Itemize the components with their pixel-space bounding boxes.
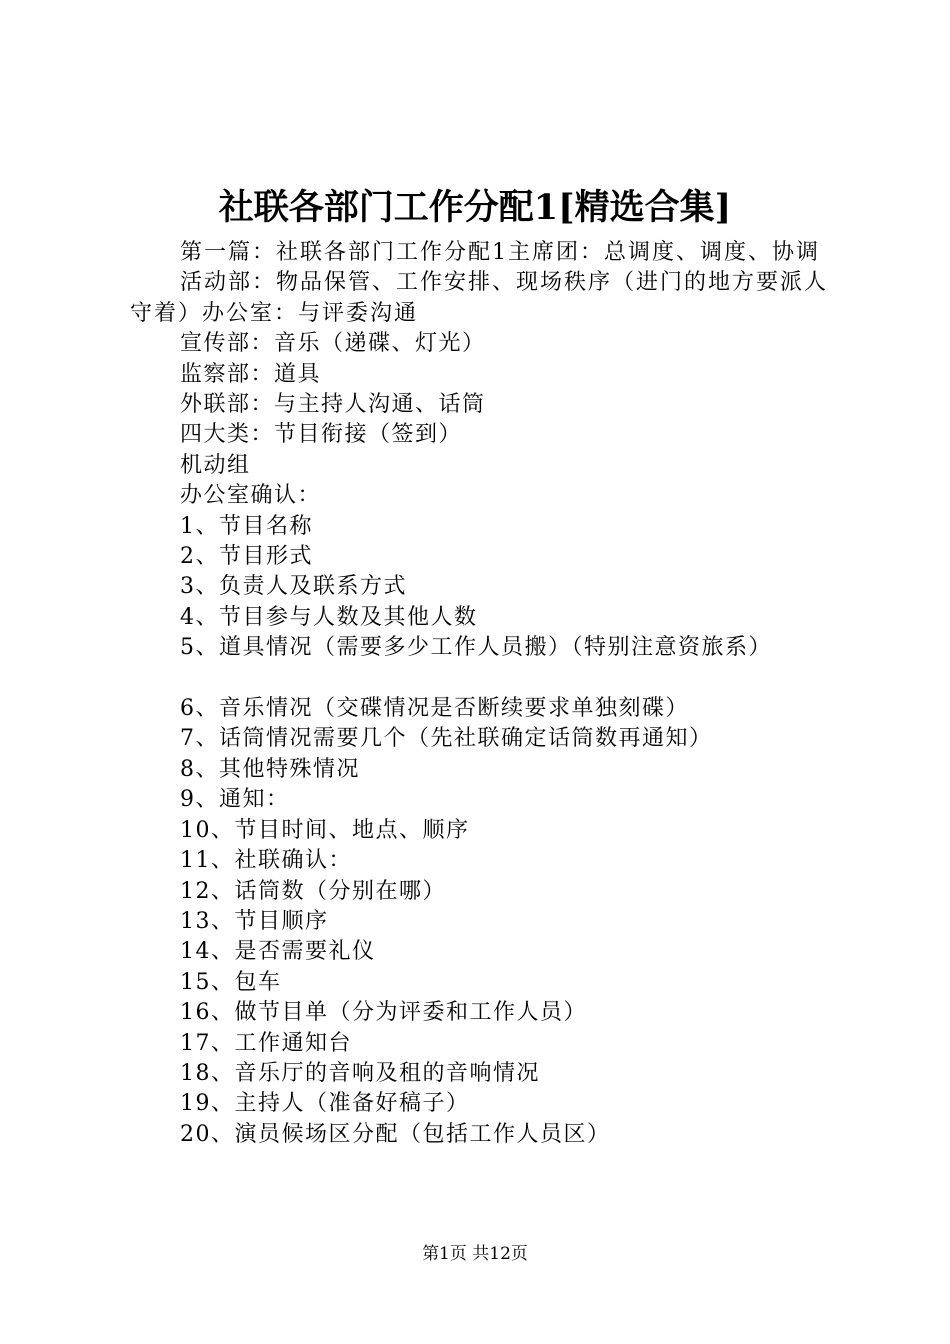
page-footer: 第1页 共12页 <box>422 1244 528 1264</box>
list-item: 18、音乐厅的音响及租的音响情况 <box>180 1060 540 1086</box>
list-item: 8、其他特殊情况 <box>180 756 360 782</box>
list-item: 11、社联确认： <box>180 848 352 874</box>
list-item: 17、工作通知台 <box>180 1030 352 1056</box>
list-item: 1、节目名称 <box>180 513 313 539</box>
list-item: 13、节目顺序 <box>180 908 329 934</box>
list-item: 6、音乐情况（交碟情况是否断续要求单独刻碟） <box>180 696 689 722</box>
list-item: 15、包车 <box>180 969 282 995</box>
blank-line <box>130 664 832 694</box>
paragraph-first: 第一篇：社联各部门工作分配1主席团：总调度、调度、协调 <box>180 240 820 265</box>
list-item: 14、是否需要礼仪 <box>180 939 376 965</box>
list-item: 20、演员候场区分配（包括工作人员区） <box>180 1121 611 1147</box>
text-line: 机动组 <box>180 452 251 478</box>
list-item: 2、节目形式 <box>180 544 313 570</box>
document-title: 社联各部门工作分配1[精选合集] <box>218 187 732 228</box>
document-body <box>130 238 832 1150</box>
list-item: 16、做节目单（分为评委和工作人员） <box>180 1000 587 1026</box>
text-line: 宣传部：音乐（递碟、灯光） <box>180 331 486 357</box>
paragraph-activity-dept: 活动部：物品保管、工作安排、现场秩序（进门的地方要派人守着）办公室：与评委沟通 <box>130 270 829 326</box>
text-line: 外联部：与主持人沟通、话筒 <box>180 392 486 418</box>
list-item: 19、主持人（准备好稿子） <box>180 1091 470 1117</box>
list-item: 4、节目参与人数及其他人数 <box>180 604 478 630</box>
list-item: 5、道具情况（需要多少工作人员搬）（特别注意资旅系） <box>180 635 772 661</box>
list-item: 10、节目时间、地点、顺序 <box>180 817 470 843</box>
list-item: 3、负责人及联系方式 <box>180 574 407 600</box>
text-line: 监察部：道具 <box>180 361 322 387</box>
list-item: 9、通知： <box>180 787 290 813</box>
list-item: 12、话筒数（分别在哪） <box>180 878 446 904</box>
list-item: 7、话筒情况需要几个（先社联确定话筒数再通知） <box>180 726 713 752</box>
text-line: 四大类：节目衔接（签到） <box>180 422 463 448</box>
text-line: 办公室确认： <box>180 483 322 509</box>
